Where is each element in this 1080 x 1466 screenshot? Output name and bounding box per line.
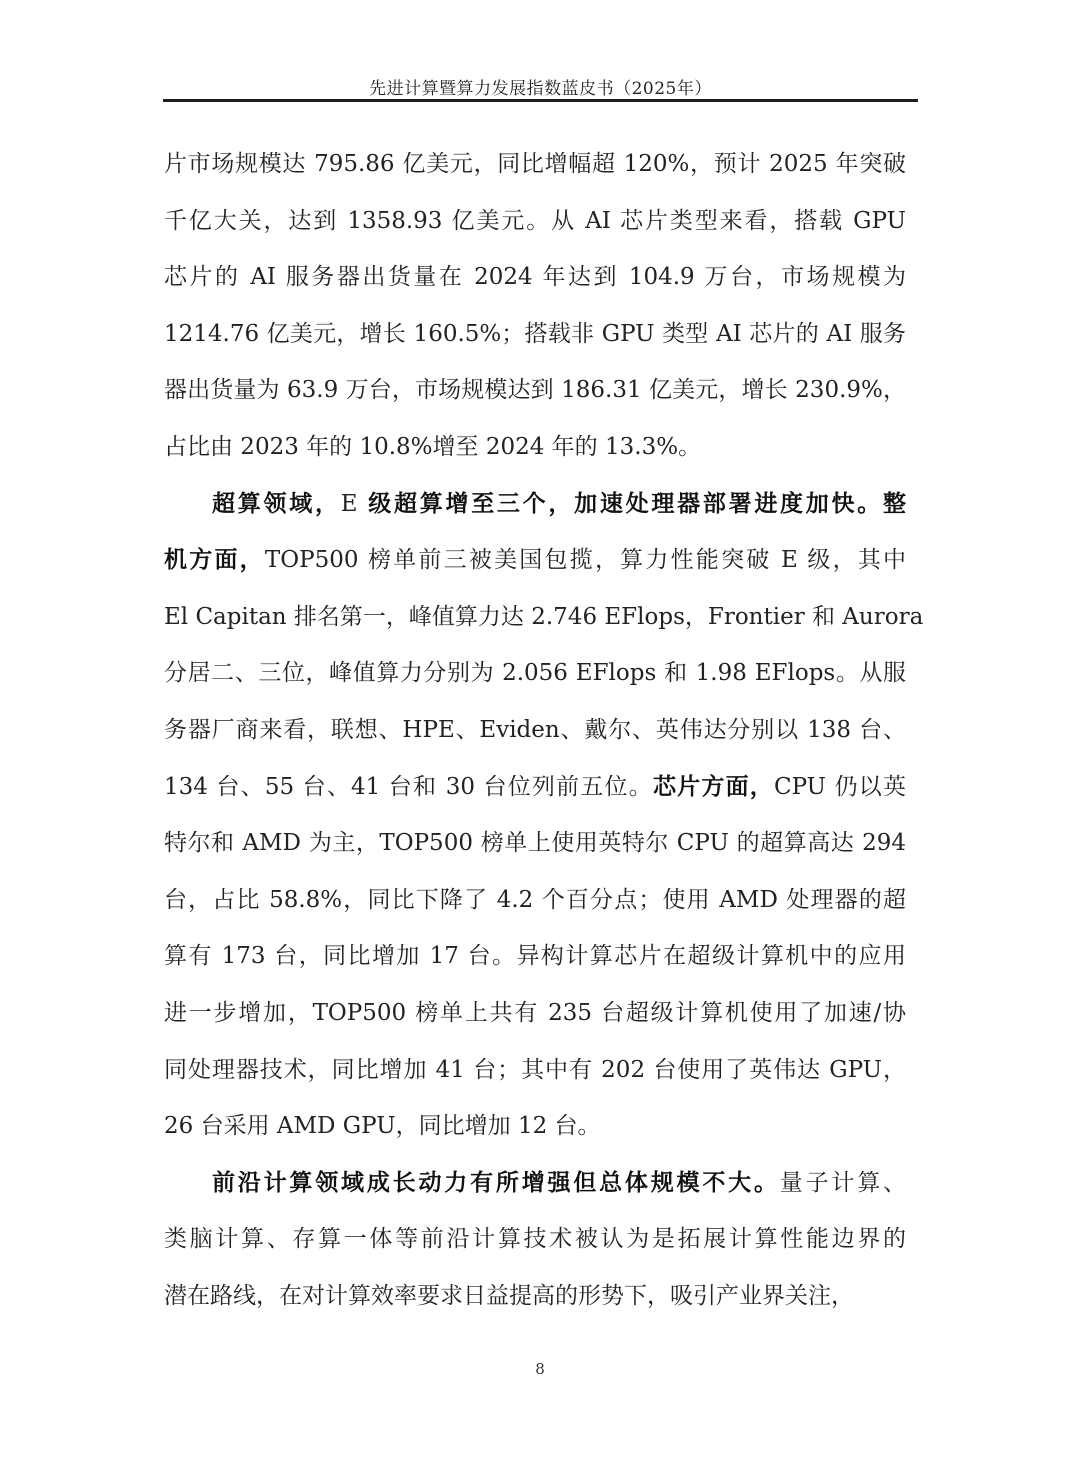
running-header: 先进计算暨算力发展指数蓝皮书（2025年） (369, 79, 712, 99)
body-text-span: 算有 173 台，同比增加 17 台。异构计算芯片在超级计算机中的应用 (164, 943, 906, 970)
body-text-span: 类脑计算、存算一体等前沿计算技术被认为是拓展计算性能边界的 (164, 1226, 906, 1253)
body-text-span: E (340, 490, 358, 517)
bold-heading-text: 级超算增至三个，加速处理器部署进度加快。整 (357, 490, 907, 517)
body-text (164, 136, 924, 1324)
paragraph-line (164, 815, 906, 872)
paragraph-line (164, 476, 906, 533)
body-text-span: 潜在路线，在对计算效率要求日益提高的形势下，吸引产业界关注， (164, 1282, 854, 1309)
body-text-span: 特尔和 AMD 为主，TOP500 榜单上使用英特尔 CPU 的超算高达 294 (164, 830, 906, 857)
paragraph-line (164, 1211, 906, 1268)
paragraph-line (164, 1155, 906, 1212)
bold-heading-text: 芯片方面， (652, 773, 774, 800)
body-text-span: TOP500 榜单前三被美国包揽，算力性能突破 E 级，其中 (264, 547, 907, 574)
paragraph-line (164, 1042, 906, 1099)
body-text-span: 片市场规模达 795.86 亿美元，同比增幅超 120%，预计 2025 年突破 (164, 151, 906, 177)
body-text-span: 芯片的 AI 服务器出货量在 2024 年达到 104.9 万台，市场规模为 (164, 264, 906, 291)
paragraph-line (164, 419, 906, 476)
body-text-span: 分居二、三位，峰值算力分别为 2.056 EFlops 和 1.98 EFlops。从服 (164, 660, 906, 687)
page-number: 8 (535, 1360, 545, 1378)
paragraph-line (164, 306, 906, 363)
paragraph-line (164, 532, 906, 589)
body-text-span: 务器厂商来看，联想、HPE、Eviden、戴尔、英伟达分别以 138 台、 (164, 716, 906, 743)
body-text-span: 134 台、55 台、41 台和 30 台位列前五位。 (164, 773, 653, 800)
body-text-span: 1214.76 亿美元，增长 160.5%；搭载非 GPU 类型 AI 芯片的 AI 服务 (164, 320, 906, 347)
paragraph-line (164, 362, 906, 419)
paragraph-line (164, 136, 906, 193)
paragraph-line (164, 1098, 906, 1155)
paragraph-line (164, 872, 906, 929)
bold-heading-text: 前沿计算领域成长动力有所增强但总体规模不大。 (212, 1169, 780, 1196)
paragraph-line (164, 985, 906, 1042)
paragraph-line (164, 928, 906, 985)
body-text-span: 进一步增加，TOP500 榜单上共有 235 台超级计算机使用了加速/协 (164, 999, 906, 1026)
header-divider (163, 99, 918, 102)
bold-heading-text: 机方面， (164, 547, 265, 574)
body-text-span: CPU 仍以英 (774, 773, 906, 800)
bold-heading-text: 超算领域， (212, 490, 341, 517)
paragraph-line (164, 759, 906, 816)
body-text-span: 千亿大关，达到 1358.93 亿美元。从 AI 芯片类型来看，搭载 GPU (164, 207, 906, 234)
body-text-span: 占比由 2023 年的 10.8%增至 2024 年的 13.3%。 (164, 433, 702, 460)
paragraph-line (164, 193, 906, 250)
paragraph-line (164, 645, 906, 702)
paragraph-line (164, 589, 924, 646)
paragraph-line (164, 1268, 906, 1325)
paragraph-line (164, 249, 906, 306)
body-text-span: El Capitan 排名第一，峰值算力达 2.746 EFlops，Frontier 和 Aurora (164, 603, 924, 630)
body-text-span: 同处理器技术，同比增加 41 台；其中有 202 台使用了英伟达 GPU， (164, 1056, 906, 1083)
body-text-span: 量子计算、 (779, 1169, 907, 1196)
body-text-span: 26 台采用 AMD GPU，同比增加 12 台。 (164, 1113, 601, 1140)
body-text-span: 台，占比 58.8%，同比下降了 4.2 个百分点；使用 AMD 处理器的超 (164, 886, 906, 913)
paragraph-line (164, 702, 906, 759)
body-text-span: 器出货量为 63.9 万台，市场规模达到 186.31 亿美元，增长 230.9%， (164, 377, 906, 404)
